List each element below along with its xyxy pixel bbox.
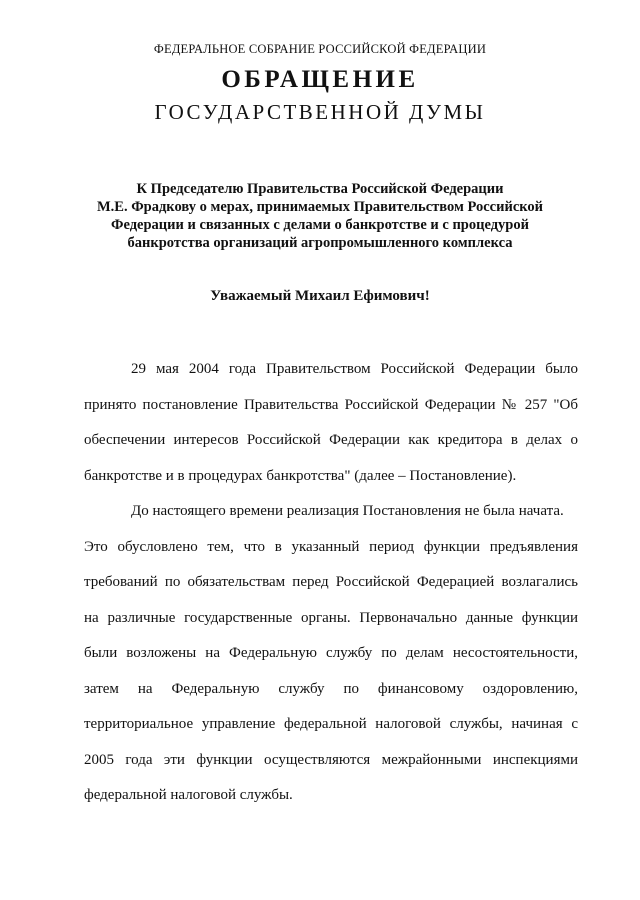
subject-line: М.Е. Фрадкову о мерах, принимаемых Правительством Российской bbox=[96, 199, 544, 215]
paragraph-2 bbox=[84, 494, 578, 814]
paragraph-line: 29 мая 2004 года Правительством Российской Федерации было bbox=[131, 361, 578, 377]
paragraph-line: 2005 года эти функции осуществляются межрайонными инспекциями bbox=[84, 751, 578, 768]
subject-line: банкротства организаций агропромышленного комплекса bbox=[127, 235, 513, 251]
paragraph-line: До настоящего времени реализация Постановления не была начата. bbox=[131, 503, 564, 519]
paragraph-1 bbox=[84, 352, 578, 494]
subject-block bbox=[80, 180, 560, 252]
document-title: ОБРАЩЕНИЕ bbox=[221, 66, 419, 93]
paragraph-line: Это обусловлено тем, что в указанный период функции предъявления bbox=[84, 538, 578, 555]
document-subtitle: ГОСУДАРСТВЕННОЙ ДУМЫ bbox=[154, 100, 486, 124]
paragraph-line: на различные государственные органы. Первоначально данные функции bbox=[84, 609, 578, 626]
salutation: Уважаемый Михаил Ефимович! bbox=[210, 288, 430, 304]
paragraph-line: территориальное управление федеральной налоговой службы, начиная с bbox=[84, 716, 578, 732]
letter-body bbox=[84, 352, 578, 814]
paragraph-line: затем на Федеральную службу по финансовому оздоровлению, bbox=[84, 680, 578, 697]
organization-header: ФЕДЕРАЛЬНОЕ СОБРАНИЕ РОССИЙСКОЙ ФЕДЕРАЦИИ bbox=[153, 42, 487, 56]
subject-line: Федерации и связанных с делами о банкротстве и с процедурой bbox=[111, 217, 529, 233]
paragraph-line: банкротстве и в процедурах банкротства" (далее – Постановление). bbox=[84, 467, 517, 484]
paragraph-line: принято постановление Правительства Российской Федерации № 257 "Об bbox=[84, 396, 578, 413]
subject-line: К Председателю Правительства Российской Федерации bbox=[136, 181, 504, 197]
paragraph-line: обеспечении интересов Российской Федерации как кредитора в делах о bbox=[84, 432, 578, 448]
paragraph-line: федеральной налоговой службы. bbox=[84, 787, 293, 803]
paragraph-line: требований по обязательствам перед Российской Федерацией возлагались bbox=[84, 574, 578, 590]
paragraph-line: были возложены на Федеральную службу по делам несостоятельности, bbox=[84, 645, 578, 661]
